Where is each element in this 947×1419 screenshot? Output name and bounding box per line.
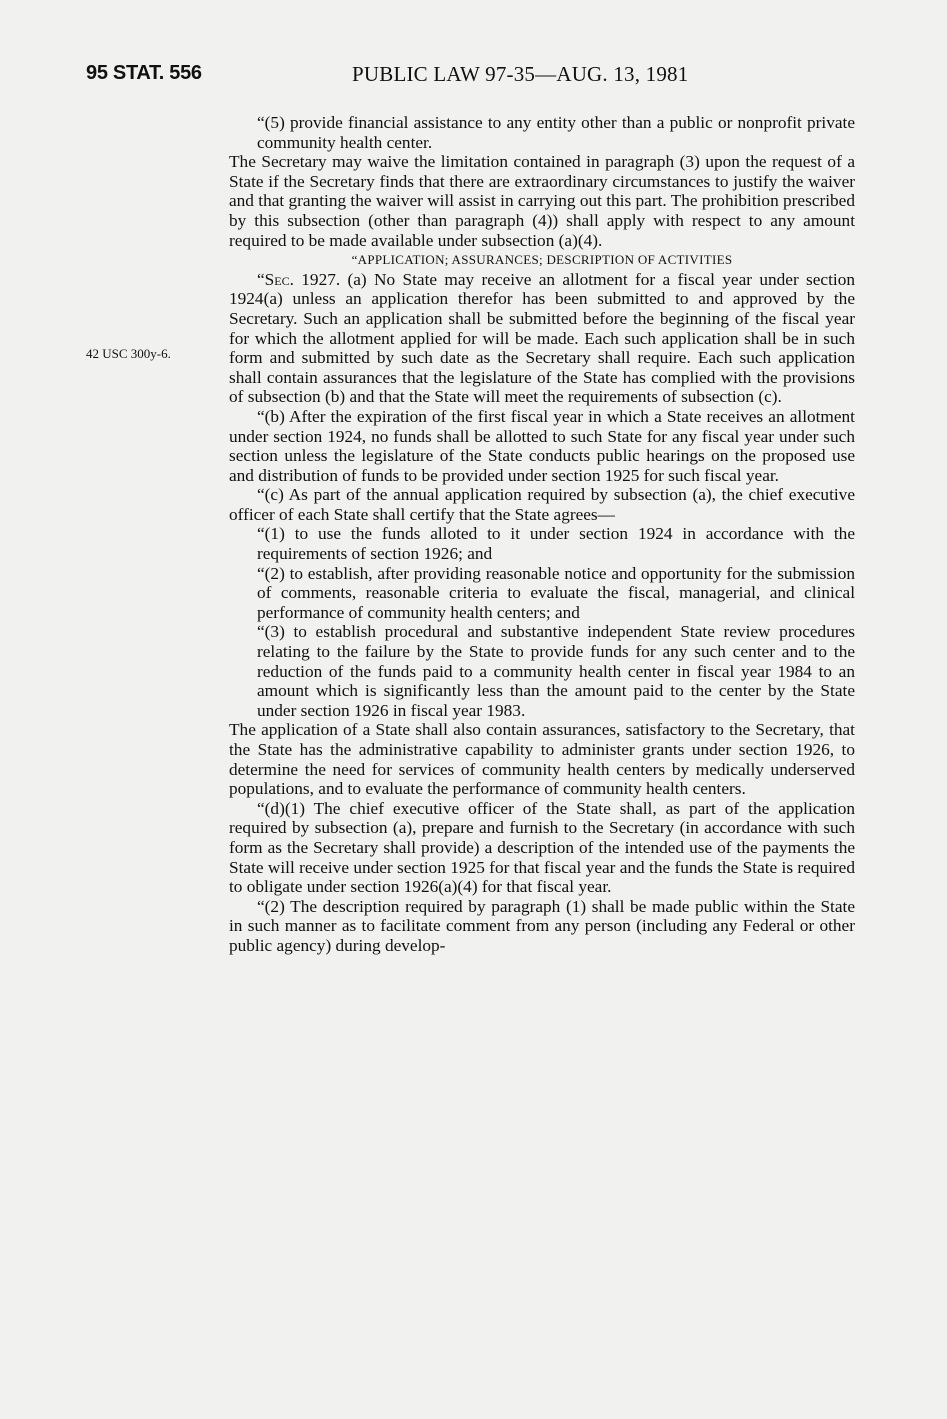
- subsection-d-2: “(2) The description required by paragraph (1) shall be made public within the State in such manner as to facilitate comment from any person (including any Federal or other public agency) during develop-: [229, 896, 855, 955]
- sec-label: “Sec.: [257, 269, 294, 289]
- page-stat-number: 95 STAT. 556: [86, 62, 202, 84]
- paragraph-5-item: “(5) provide financial assistance to any entity other than a public or nonprofit private community health center.: [257, 113, 855, 152]
- subsection-c-3: “(3) to establish procedural and substantive independent State review procedures relating to the failure by the State to provide funds for any such center and to the reduction of the funds paid to a community health center in fiscal year 1984 to an amount which is significantly less than the amount paid to the center by the State under section 1926 in fiscal year 1983.: [257, 622, 855, 720]
- waiver-paragraph: The Secretary may waive the limitation contained in paragraph (3) upon the request of a State if the Secretary finds that there are extraordinary circumstances to justify the waiver and that granting the waiver will assist in carrying out this part. The prohibition prescribed by this subsection (other than paragraph (4)) shall apply with respect to any amount required to be made available under subsection (a)(4).: [229, 152, 855, 250]
- subsection-d-1: “(d)(1) The chief executive officer of the State shall, as part of the application required by subsection (a), prepare and furnish to the Secretary (in accordance with such form as the Secretary shall provide) a description of the intended use of the payments the State will receive under section 1925 for that fiscal year and the funds the State is required to obligate under section 1926(a)(4) for that fiscal year.: [229, 798, 855, 897]
- subsection-c-2: “(2) to establish, after providing reasonable notice and opportunity for the submission of comments, reasonable criteria to evaluate the fiscal, managerial, and clinical performance of community health centers; and: [257, 563, 855, 622]
- subsection-b: “(b) After the expiration of the first fiscal year in which a State receives an allotment under section 1924, no funds shall be allotted to such State for any fiscal year under such section unless the legislature of the State conducts public hearings on the proposed use and distribution of funds to be provided under section 1925 for such fiscal year.: [229, 406, 855, 485]
- subsection-c-1: “(1) to use the funds alloted to it under section 1924 in accordance with the requirements of section 1926; and: [257, 524, 855, 564]
- section-heading: [229, 250, 855, 270]
- margin-citation: 42 USC 300y-6.: [86, 346, 171, 361]
- page-running-title: PUBLIC LAW 97-35—AUG. 13, 1981: [352, 62, 689, 86]
- section-1927-a-text: 1927. (a) No State may receive an allotment for a fiscal year under section 1924(a) unless an application therefor has been submitted to and approved by the Secretary. Such an application shall be submitted before the beginning of the fiscal year for which the allotment applied for will be made. Each such application shall be in such form and submitted by such date as the Secretary shall require. Each such application shall contain assurances that the legislature of the State has complied with the provisions of subsection (b) and that the State will meet the requirements of subsection (c).: [229, 269, 855, 407]
- document-body: [229, 113, 855, 956]
- subsection-c: “(c) As part of the annual application required by subsection (a), the chief executive officer of each State shall certify that the State agrees—: [229, 485, 855, 524]
- section-1927-a: [229, 270, 855, 407]
- section-heading-text: “APPLICATION; ASSURANCES; DESCRIPTION OF ACTIVITIES: [351, 252, 733, 268]
- assurances-paragraph: The application of a State shall also contain assurances, satisfactory to the Secretary, that the State has the administrative capability to administer grants under section 1926, to determine the need for services of community health centers by medically underserved populations, and to evaluate the performance of community health centers.: [229, 720, 855, 799]
